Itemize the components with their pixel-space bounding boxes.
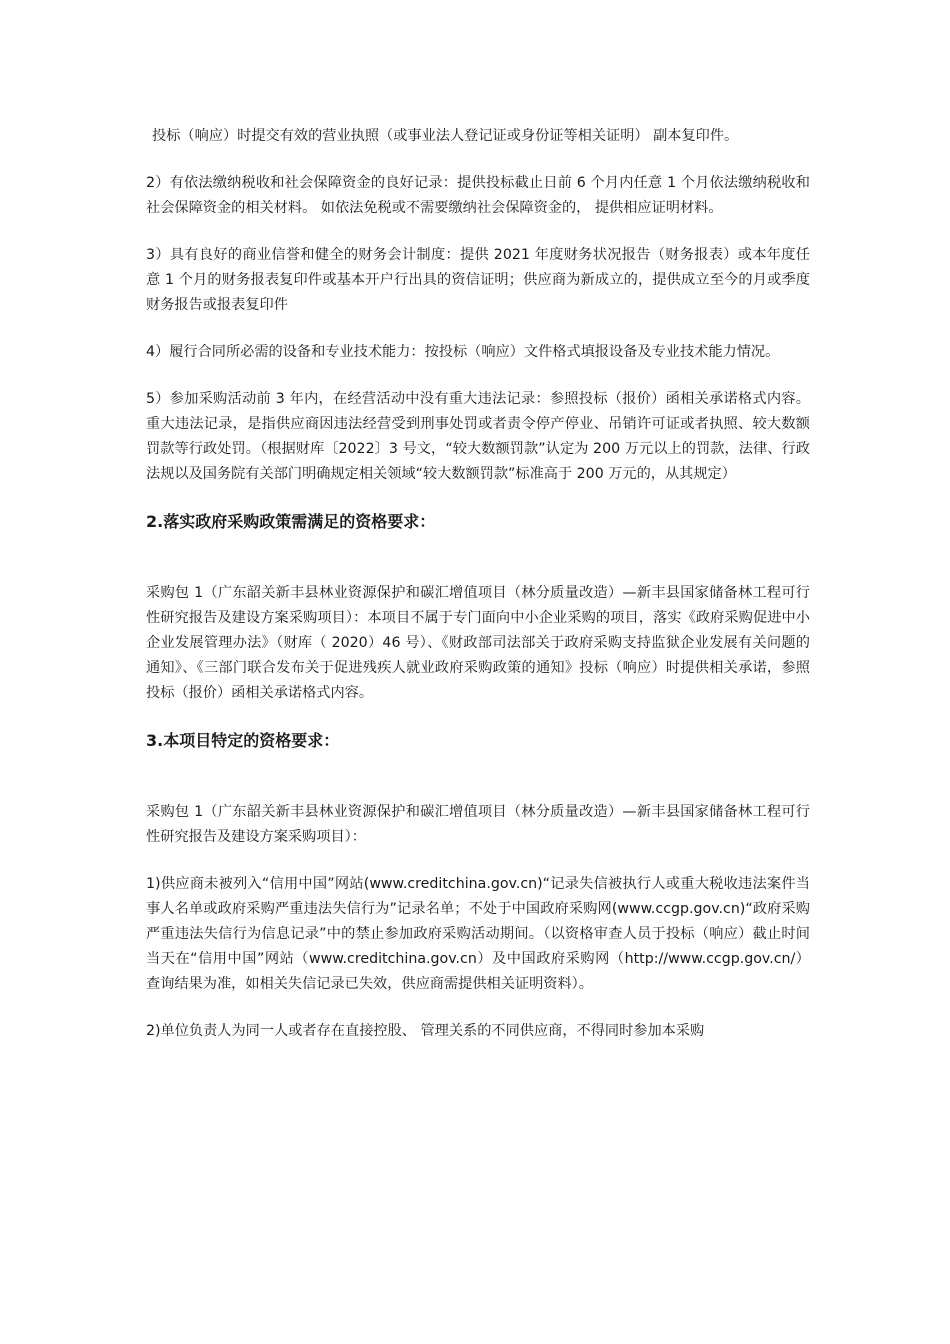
paragraph-no-violation-record: 5）参加采购活动前 3 年内，在经营活动中没有重大违法记录：参照投标（报价）函相关承诺格式内容。 重大违法记录，是指供应商因违法经营受到刑事处罚或者责令停产停业、吊销许可证或者执照、较大数额罚款等行政处罚。（根据财库〔2022〕3 号文，“较大数额罚款”认定为 200 万元以上的罚款，法律、行政法规以及国务院有关部门明确规定相关领域“较大数额罚款”标准高于 200 万元的，从其规定） bbox=[146, 391, 810, 482]
paragraph-tax-social-security: 2）有依法缴纳税收和社会保障资金的良好记录：提供投标截止日前 6 个月内任意 1 个月依法缴纳税收和社会保障资金的相关材料。 如依法免税或不需要缴纳社会保障资金的， 提供相应证明材料。 bbox=[146, 175, 810, 216]
paragraph-equipment-capability: 4）履行合同所必需的设备和专业技术能力：按投标（响应）文件格式填报设备及专业技术能力情况。 bbox=[146, 344, 780, 360]
heading-policy-requirements: 2.落实政府采购政策需满足的资格要求： bbox=[146, 512, 436, 531]
paragraph-specific-package-1: 采购包 1（广东韶关新丰县林业资源保护和碳汇增值项目（林分质量改造）—新丰县国家储备林工程可行性研究报告及建设方案采购项目）： bbox=[146, 804, 810, 845]
paragraph-business-license: 投标（响应）时提交有效的营业执照（或事业法人登记证或身份证等相关证明） 副本复印件。 bbox=[152, 128, 739, 144]
paragraph-credit-china: 1)供应商未被列入“信用中国”网站(www.creditchina.gov.cn)“记录失信被执行人或重大税收违法案件当事人名单或政府采购严重违法失信行为”记录名单；不处于中国政府采购网(www.ccgp.gov.cn)“政府采购严重违法失信行为信息记录”中的禁止参加政府采购活动期间。（以资格审查人员于投标（响应）截止时间当天在“信用中国”网站（www.creditchina.gov.cn）及中国政府采购网（http://www.ccgp.gov.cn/）查询结果为准，如相关失信记录已失效，供应商需提供相关证明资料）。 bbox=[146, 876, 810, 992]
paragraph-financial-accounting: 3）具有良好的商业信誉和健全的财务会计制度：提供 2021 年度财务状况报告（财务报表）或本年度任意 1 个月的财务报表复印件或基本开户行出具的资信证明；供应商为新成立的，提供成立至今的月或季度财务报告或报表复印件 bbox=[146, 247, 810, 313]
paragraph-same-responsible-person: 2)单位负责人为同一人或者存在直接控股、 管理关系的不同供应商，不得同时参加本采购 bbox=[146, 1023, 705, 1039]
heading-specific-requirements: 3.本项目特定的资格要求： bbox=[146, 731, 340, 750]
document-page bbox=[146, 124, 810, 1066]
paragraph-policy-package-1: 采购包 1（广东韶关新丰县林业资源保护和碳汇增值项目（林分质量改造）—新丰县国家储备林工程可行性研究报告及建设方案采购项目）：本项目不属于专门面向中小企业采购的项目，落实《政府采购促进中小企业发展管理办法》（财库（ 2020）46 号）、《财政部司法部关于政府采购支持监狱企业发展有关问题的通知》、《三部门联合发布关于促进残疾人就业政府采购政策的通知》投标（响应）时提供相关承诺，参照投标（报价）函相关承诺格式内容。 bbox=[146, 585, 810, 701]
